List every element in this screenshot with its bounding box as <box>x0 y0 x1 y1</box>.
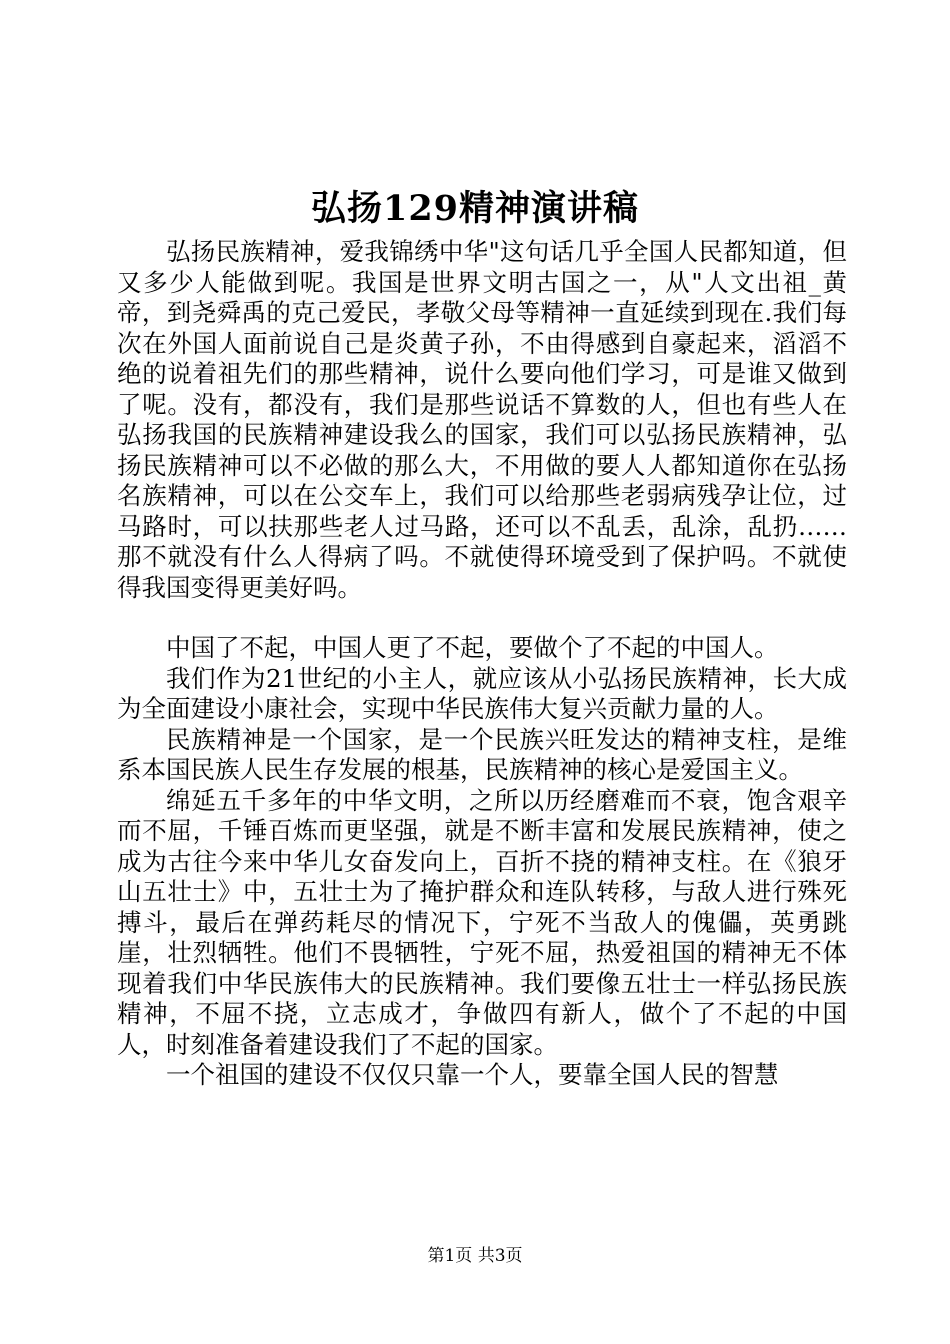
paragraph: 一个祖国的建设不仅仅只靠一个人，要靠全国人民的智慧 <box>166 1060 779 1089</box>
document-title: 弘扬129精神演讲稿 <box>310 188 640 229</box>
paragraph: 中国了不起，中国人更了不起，要做个了不起的中国人。 <box>166 633 779 662</box>
document-body <box>117 237 847 1091</box>
paragraph: 民族精神是一个国家，是一个民族兴旺发达的精神支柱，是维系本国民族人民生存发展的根基，民族精神的核心是爱国主义。 <box>117 724 847 784</box>
paragraph: 绵延五千多年的中华文明，之所以历经磨难而不衰，饱含艰辛而不屈，千锤百炼而更坚强，就是不断丰富和发展民族精神，使之成为古往今来中华儿女奋发向上，百折不挠的精神支柱。在《狼牙山五壮士》中，五壮士为了掩护群众和连队转移，与敌人进行殊死搏斗，最后在弹药耗尽的情况下，宁死不当敌人的傀儡，英勇跳崖，壮烈牺牲。他们不畏牺牲，宁死不屈，热爱祖国的精神无不体现着我们中华民族伟大的民族精神。我们要像五壮士一样弘扬民族精神，不屈不挠，立志成才，争做四有新人，做个了不起的中国人，时刻准备着建设我们了不起的国家。 <box>117 785 847 1059</box>
paragraph: 弘扬民族精神，爱我锦绣中华"这句话几乎全国人民都知道，但又多少人能做到呢。我国是世界文明古国之一，从"人文出祖_黄帝，到尧舜禹的克己爱民，孝敬父母等精神一直延续到现在.我们每次在外国人面前说自己是炎黄子孙，不由得感到自豪起来，滔滔不绝的说着祖先们的那些精神，说什么要向他们学习，可是谁又做到了呢。没有，都没有，我们是那些说话不算数的人，但也有些人在弘扬我国的民族精神建设我么的国家，我们可以弘扬民族精神，弘扬民族精神可以不必做的那么大，不用做的要人人都知道你在弘扬名族精神，可以在公交车上，我们可以给那些老弱病残孕让位，过马路时，可以扶那些老人过马路，还可以不乱丢，乱涂，乱扔……那不就没有什么人得病了吗。不就使得环境受到了保护吗。不就使得我国变得更美好吗。 <box>117 237 847 602</box>
paragraph: 我们作为21世纪的小主人，就应该从小弘扬民族精神，长大成为全面建设小康社会，实现中华民族伟大复兴贡献力量的人。 <box>117 663 847 723</box>
page-footer: 第1页 共3页 <box>427 1246 523 1266</box>
